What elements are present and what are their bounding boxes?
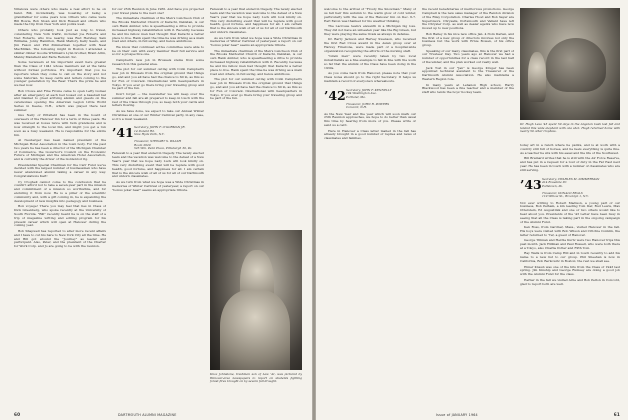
right-col-2 — [422, 8, 514, 408]
class-heading-42 — [324, 89, 416, 111]
photo-caption: Dr. Hugh Lesa '43 spent 50 days in the Angolan bush last fall and landed this wide elephant with one shot. Hugh returned home with nearly 50 other trophies. — [520, 122, 620, 134]
officer-line: Room 2620 — [134, 142, 151, 147]
officer-line: Secretary, JOHN F. O'GORMAN JR. — [134, 125, 186, 130]
paragraph: Bon voyage! There you may feel that lies in Class of Dick Greenberg, who spoke recently at the University of South Florida. "Bill" recently heard he is on the staff of a trip of magazine writing and editing program for his present career which will open at Hanover during the coming year. — [14, 204, 106, 228]
paragraph: In many years at Lebanon High school, Harry Blackwood has been a fine teacher and a member of the staff who tends the boys' hockey team. — [422, 82, 514, 95]
paragraph: As you come back from Hanover, please note that your Class notes should go to the right Secretary. It helps us maintain a record of everyone's whereabouts. — [324, 71, 416, 83]
right-col-3 — [520, 144, 620, 408]
paragraph: Here in Hanover a Class letter mailed in the fall has already brought in a good number of replies and news of classmates and families. — [324, 128, 416, 141]
officer-line: Treasurer, STEWART S. WALSH — [134, 139, 182, 144]
paragraph: Villanova were others who made a real effort to be on hand. Bill, incidentally, was boasting of being a grandfather for some years now. Others who came were Bill Bowie, Bob Sloan and Dick Russell and others who made the trip from New York and points west. — [14, 8, 106, 27]
officer-line: New Hyde Park, N.Y. — [134, 132, 165, 137]
left-col-2 — [112, 8, 204, 408]
class-numeral: ’ 42 — [324, 89, 346, 103]
right-page — [316, 0, 628, 420]
officer-line: Concord, N.H. — [346, 105, 367, 110]
paragraph: Dr. Barry Jackson and Harvey Swenson, who received the first Red Cross award in the Asian group over at Harvey Firestone, were made part of a hospital-wide organization recognizing the efforts of the nursing staff. — [324, 37, 416, 53]
paragraph: Some reviewers at his important event here greater than the Class of 1941 whose members sat at the table without formal portfolios. It's important that you be reporters when they come to call on the story and not some historian. So keep cards and letters coming to the younger generation by the Bear. That's the pride he and we feel now. — [14, 60, 106, 88]
photo-knox-johnstone — [210, 230, 302, 370]
officer-line: 119 Willow St., Brooklyn 1, N.Y. — [542, 194, 589, 198]
photo-hunter — [528, 52, 546, 102]
paragraph: Gus Neily of Pittsfield has been in the board of overseers of the Hanover Inn for a term of three years. He was received at boxes twice with twin grandsons and is now strength to the local Inn, and might you get a run soon as a busy weekend. He is responsible for the entire Inn. — [14, 113, 106, 137]
officer-line: Portland, Me. — [346, 94, 366, 99]
left-footer — [14, 412, 20, 417]
paragraph: Bob Bailey in his nice new office Jan. 4 from Darien, and the first of a new group of directors involves not only the business but the work with Ernie Bowen, of his office group. — [422, 31, 514, 48]
paragraph: Al Neuberger has been named president of the Michigan Hotel Association in the town body. For the past two years he has been a director of the Michigan Chamber of Commerce, the Governor's Council on the Economic Future of Michigan and the American Hotel Association, and is currently the driver of the Goldenrod rig. — [14, 137, 106, 162]
paragraph: As we turn from what we hope was a Wide Christmas in memories of Winter Carnival of yesteryear, a report on our "bonus polar bear" seems an appropriate tribute. — [112, 179, 204, 192]
paragraph: As the New Year and the year which will soon mark our 25th Reunion approaches, we hope to do better than usual this time by hearing from more of you. Please write or send us a card. — [324, 111, 416, 128]
paragraph: Jack Tost in our "Jan" is George Kruger has been appointed technical assistant to the Treasurer of the Dartmouth Alumni Association. He also maintains a Western Region role. — [422, 65, 514, 82]
paragraph: Elmer Knaub was one of the hits from the Class of 1943 last spring. Jim Kinship and George Rumsey are doing a good job with the Alumni Fund for the class. — [520, 264, 620, 277]
paragraph: The Lacrosse team's eleventh in a Michigan big loss. They did not have an unbeaten year like the Big Green, but they were playing the same rivals as always in defense. — [324, 23, 416, 36]
paragraph: for our 25th Reunion in June 1965. And have you projected your travel plans to the next one? — [112, 8, 204, 15]
right-col-1 — [324, 8, 416, 408]
class-officers — [134, 126, 192, 151]
officer-line: Secretary, JOHN F. KENNELLY — [346, 87, 392, 92]
paragraph: Cy Croghell cannot come to the conclusion that he couldn't afford not to take a seven-year part in the mission and commitment of a mission so worthwhile, and for enduring it from now. He is a pillar of the scientific community and, with a gift coming in, he is expanding the development of new insights into pedagogy and business. — [14, 179, 106, 203]
paragraph: Ray Walls is from Camp Hill and in touch recently to add his name to a new list to our group. Phil Sheehan is now in California, Bob Berkowitz in Boston; the rest we shall see. — [520, 251, 620, 264]
paragraph: welcome to the arrival of "Frosty the Snowman." Many of us fell heir this autumn to the warm glow of cold winter, particularly with the use of the Hanover Inn on Dec. 6-7. Earl Eaton was thanked for his weather thinking. — [324, 8, 416, 23]
paragraph: George Tillman and Herdie Kurtz were two Hanover trips this past month. Jack Hillman and Paul Russell, who were both there at a Tokyo, also Charlie Potter and Fifth Tom. — [520, 238, 620, 250]
class-heading-43 — [520, 178, 620, 200]
paragraph: The plot for our summer outing with Colin Campbell's new job in Brussels from the original ground that things go, and and you all have had the chance to fill in, as this so for Fun of Colorado International with headquarters in Tokyo. If you ever go there bring your traveling group and be part of the fun. — [210, 77, 302, 101]
paragraph: Bob Shapwell has reported to alter more recent affairs and I have to cut his bare to New York City all the time. He and Bill got around the "Journey" as leader and participant. Also, Peter, and the president of the Charter for Work Corp. and Jo are going to be with the reunion. — [14, 228, 106, 249]
left-col-1 — [14, 8, 106, 408]
photo-hugh-lesa-elephant — [520, 8, 620, 120]
page-number: 61 — [613, 412, 620, 417]
officer-line: Pottstown, Pa. — [542, 183, 563, 188]
paragraph: Speaking of our many classmates, this is the first part of our Trustees' Day. Two years ago at Hanover we had a number of opportunities for a class record in the last half of December, and the plan worked out really well. — [422, 48, 514, 65]
officer-line: Secretary, CHARLES M. ZIMMERMAN — [542, 176, 600, 181]
paragraph: today art in a ranch where he paints, and is at work with a country still full of horses, and he feels everything is quite fine. As a teacher he sits with his easel and the life of the Southwest. — [520, 144, 620, 155]
officer-line: Treasurer, JOHN R. POWERS — [346, 101, 390, 106]
paragraph: Not ever writing to Robert Madison, a young part of our business, Bob Pelham, a kin leading Tom Dar, Bud Lewis, Max Otterstein, Ed Augustinik and one or two others would like to hear about you. Presidents of the '43 Letter have been busy in seeing that all the Class is taking part in the ongoing campaign of the Alumni Fund. — [520, 200, 620, 224]
paragraph: As we have done, we expect to take our Annual Winter Christmas at one of our Winter Carnival party, in any case, so it's a must weekend. — [112, 108, 204, 121]
paragraph: The plot for our summer outing with Colin Campbell's new job in Brussels from the original ground that things go, and and you all have had the chance to fill in, as this so for Fun of Colorado International with headquarters in Tokyo. If you ever go there bring your traveling group and be part of the fun. — [112, 67, 204, 91]
magazine-title: DARTMOUTH ALUMNI MAGAZINE — [118, 413, 177, 417]
officer-line: 525 Wm. Penn Place, Pittsburgh 30, Pa. — [134, 146, 193, 151]
paragraph: Campbell's new job in Brussels stems from some research in this general area. — [112, 57, 204, 66]
paragraph: Don't forget — the newsletter we will keep over the summer and fall are all prepared to keep in touch with the rest of the Class through you, so keep both your cards and letters flowing. — [112, 91, 204, 108]
paragraph: Ken Ross, from Gardner, Mass., visited Hanover in the fall. His boys were visited with Bob Wilson and Critchie Conklin, the latter returned to 'Ter, a guest of Hanover. — [520, 225, 620, 237]
photo-figure — [220, 290, 290, 370]
paragraph: Farewell to a year that ended in tragedy. The newly elected team and the vacation was welcome to the defeat of a New Year's year that we hope Lady Luck will look kindly on. This very disturbing event that will be replete with good health, good fortune, and happiness for all. I am certain that is the sincere wish of all of us for all of our Dartmouth and unborn classmates. — [210, 8, 302, 35]
issue-label: Issue of JANUARY 1964 — [436, 413, 478, 417]
class-numeral: ’ 43 — [520, 178, 542, 192]
officer-line: 104 Washington Ave. — [346, 91, 377, 96]
paragraph: Bob Crowe and Fine Frome came to open Lefty Gomez after an emergency at each bed tossed out a baseball bat and blanket to greet arriving alumni and guests on the ceremonies opening the American Legion Little World Series in Keene, N.H., which was played there last summer. — [14, 88, 106, 112]
class-heading-41 — [112, 126, 204, 150]
photo-elephant — [546, 38, 606, 92]
left-page — [0, 0, 312, 420]
paragraph: The immediate chairman of the Men's Luncheon Club of the Brooks Methodist Church of Karachi, Pakistan, is our own Hank Ambler, who is spearheading a drive to provide increased highway rehabilitation with it. Recently, because he and his fellow men had thought that Karachi a better place to live. Hank spent the time he was driving as a main road and others, in full swing, and hence ambitious. — [112, 16, 204, 44]
paragraph: the recent beneficiaries of meritorious promotions. George Campbell is the new sales manager of the Rendon division of the Riley Corporation. Charles Hood and Bob Sayer are Supervisors. Chrysalis, Portsmouth and Valiant have left the Chrysler Corp. as well as dealer agents who have now moved up to new positions. — [422, 8, 514, 31]
class-officers — [542, 178, 599, 199]
right-footer — [614, 412, 620, 417]
paragraph: The immediate chairman of the Men's Luncheon Club of the Brooks Methodist Church of Karachi, Pakistan, is our own Hank Ambler, who is spearheading a drive to provide increased highway rehabilitation with it. Recently, because he and his fellow men had thought that Karachi a better place to live. Hank spent the time he was driving as a main road and others, in full swing, and hence ambitious. — [210, 48, 302, 76]
left-col-3 — [210, 8, 302, 226]
paragraph: Earlier in the fall we visited Arne and Bob Pelton in Concord, glad to report both are well. — [520, 277, 620, 286]
paragraph: Others who probably took just as long to travel, considering New York traffic, included Joe Roberts and Ned Roberts, who live nearby, was Bud Hershey, Sam Williams, Jonny Hamilton, Hank Mallory, Kelly Sears, and Jim Faxon and Phil Zimmerman together with Neal MacMillan. The following might in Boston I attended a similar dinner Goodie Whitman's Lynn brother, Brant Arlin, Manny Mansfield and Earle Reinold. Sic. — [14, 27, 106, 59]
paragraph: We know that continued active committee were able to be on their own with every member their full service and so for a prospective one. — [112, 44, 204, 57]
paragraph: Bill Brainard writes that he is still with the Air Force Reserve, and has put in a request for a tour of duty in the Far East next year. He has been in touch with a number of classmates who are still serving. — [520, 156, 620, 172]
paragraph: Farewell to a year that ended in tragedy. The newly elected team and the vacation was welcome to the defeat of a New Year's year that we hope Lady Luck will look kindly on. This very disturbing event that will be replete with good health, good fortune, and happiness for all. I am certain that is the sincere wish of all of us for all of our Dartmouth and unborn classmates. — [112, 151, 204, 179]
class-numeral: ’ 41 — [112, 126, 134, 140]
officer-line: 14 Donald Rd. — [134, 128, 155, 133]
photo-caption: Knox Johnstone, treshman son of Lew '41, was pictured by Hanover-area newspapers to report on students fighting forest fires brought on by severe fall drought. — [210, 372, 302, 384]
officer-line: Treasurer, DONALD BEALS — [542, 190, 583, 195]
officer-line: 414 Rosedale Dr. — [542, 180, 567, 184]
class-officers — [346, 89, 392, 110]
paragraph: "Grain men" were recently taken by two local industrialists as a fine example to fall in line with the work so far that the alumni of the Class have been doing in the 1930s. — [324, 54, 416, 70]
paragraph: As we turn from what we hope was a Wide Christmas in memories of Winter Carnival of yesteryear, a report on our "bonus polar bear" seems an appropriate tribute. — [210, 35, 302, 48]
paragraph: Presidential Special Chairman for the Carr Fund we've decided with the largest number of businessmen who have never abandoned alumni taking a career in any way. Congratulations Karl! — [14, 162, 106, 179]
page-number: 60 — [14, 412, 21, 417]
